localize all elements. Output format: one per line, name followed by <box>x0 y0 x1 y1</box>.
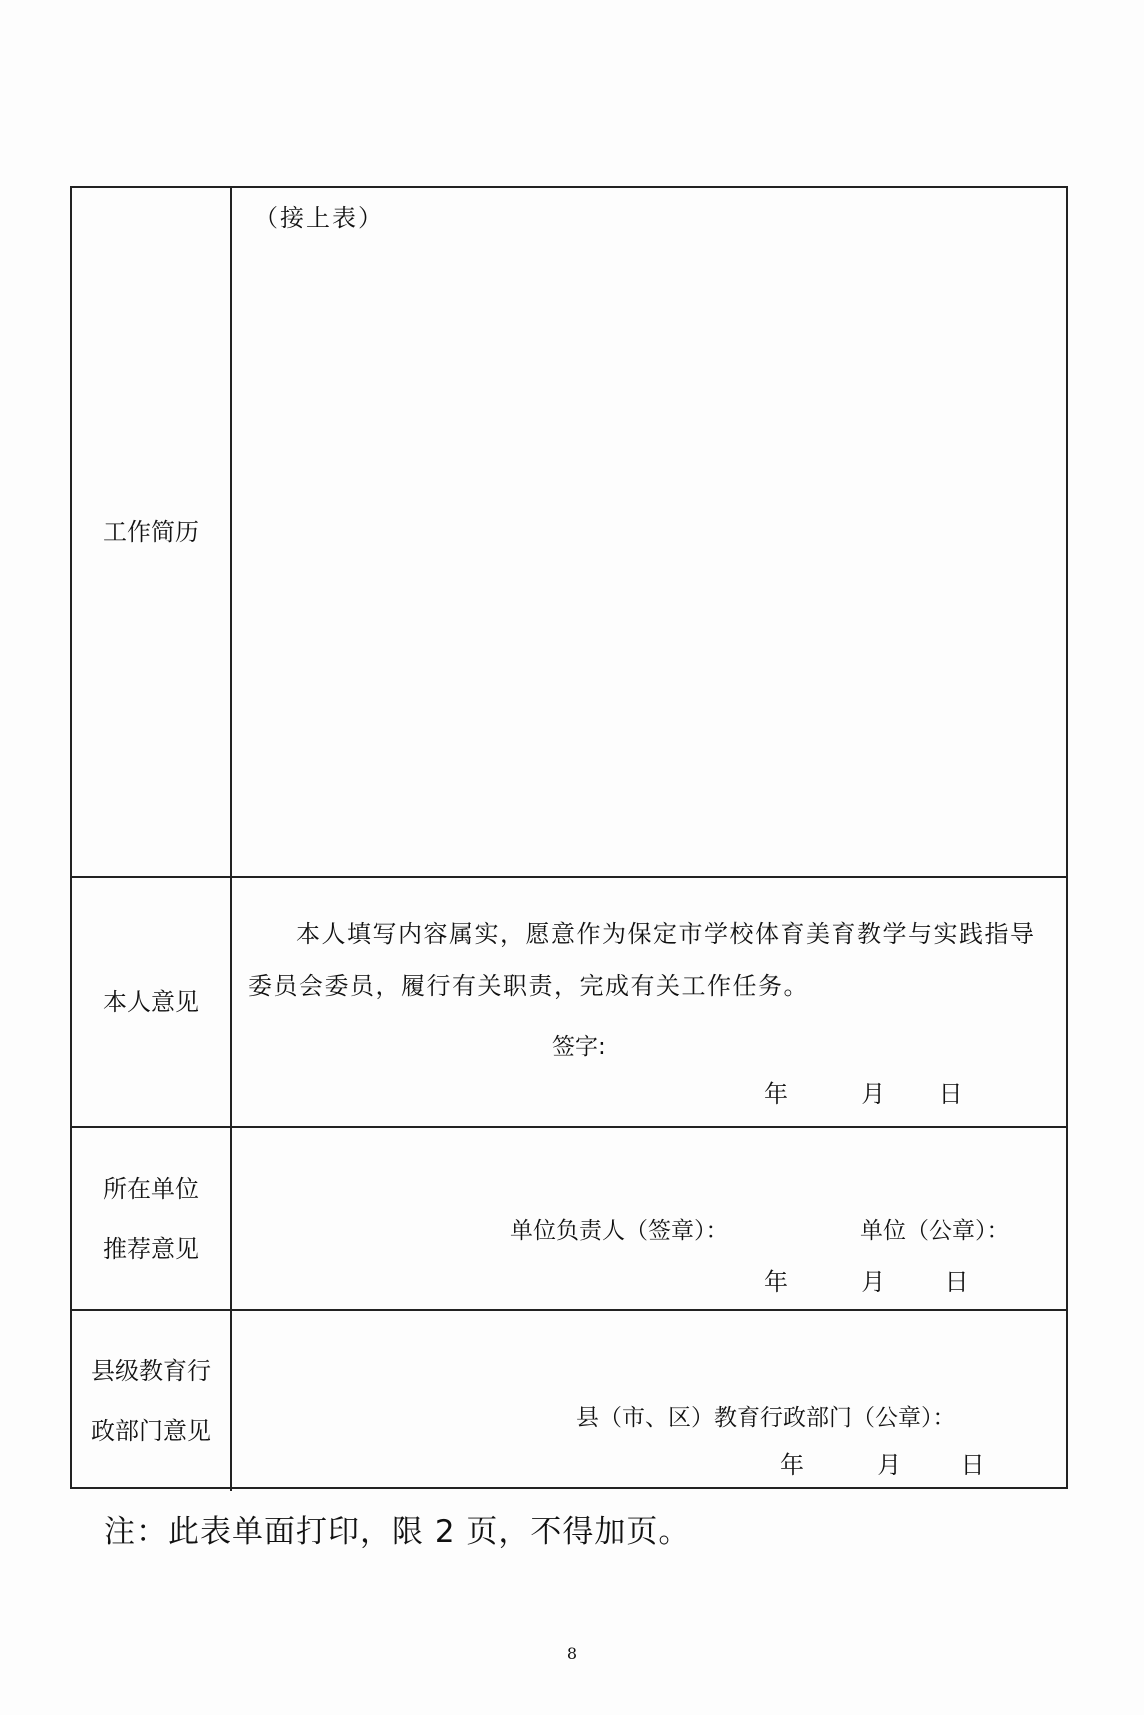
county-label-line-1: 县级教育行 <box>91 1357 211 1385</box>
declaration-text <box>248 908 1058 1012</box>
county-opinion-content <box>232 1311 1066 1491</box>
date-month: 月 <box>861 1268 886 1296</box>
unit-recommendation-date <box>764 1262 969 1297</box>
date-year: 年 <box>764 1080 788 1108</box>
date-day: 日 <box>944 1268 969 1296</box>
footnote: 注：此表单面打印，限 2 页，不得加页。 <box>104 1514 691 1550</box>
unit-label-line-1: 所在单位 <box>103 1174 199 1203</box>
date-year: 年 <box>764 1268 788 1296</box>
personal-opinion-label <box>72 878 232 1126</box>
date-year: 年 <box>780 1451 804 1479</box>
application-form-table <box>70 186 1068 1489</box>
continued-note: （接上表） <box>254 204 384 232</box>
declaration-line-1: 本人填写内容属实，愿意作为保定市学校体育美育教学与实践指导 <box>296 920 1036 948</box>
county-opinion-date <box>780 1445 985 1480</box>
unit-recommendation-content <box>232 1128 1066 1309</box>
unit-leader-signature-label: 单位负责人（签章）： <box>510 1218 729 1244</box>
personal-opinion-label-text: 本人意见 <box>103 988 199 1016</box>
signature-label: 签字: <box>552 1034 606 1060</box>
personal-opinion-row <box>72 878 1066 1128</box>
work-history-label <box>72 188 232 876</box>
work-history-row <box>72 188 1066 878</box>
unit-recommendation-row <box>72 1128 1066 1311</box>
county-opinion-label <box>72 1311 232 1491</box>
date-day: 日 <box>960 1451 985 1479</box>
date-day: 日 <box>938 1080 963 1108</box>
county-label-line-2: 政部门意见 <box>91 1417 211 1445</box>
unit-seal-label: 单位（公章）： <box>860 1218 1010 1244</box>
personal-opinion-content <box>232 878 1066 1126</box>
date-month: 月 <box>877 1451 902 1479</box>
date-month: 月 <box>861 1080 886 1108</box>
declaration-line-2: 委员会委员，履行有关职责，完成有关工作任务。 <box>248 972 809 1000</box>
personal-opinion-date <box>764 1074 963 1109</box>
county-dept-seal-label: 县（市、区）教育行政部门（公章）： <box>576 1405 956 1431</box>
work-history-label-text: 工作简历 <box>103 518 199 546</box>
unit-label-line-2: 推荐意见 <box>103 1234 199 1263</box>
county-opinion-row <box>72 1311 1066 1491</box>
work-history-content[interactable] <box>232 188 1066 876</box>
page-number: 8 <box>566 1644 578 1663</box>
unit-recommendation-label <box>72 1128 232 1309</box>
